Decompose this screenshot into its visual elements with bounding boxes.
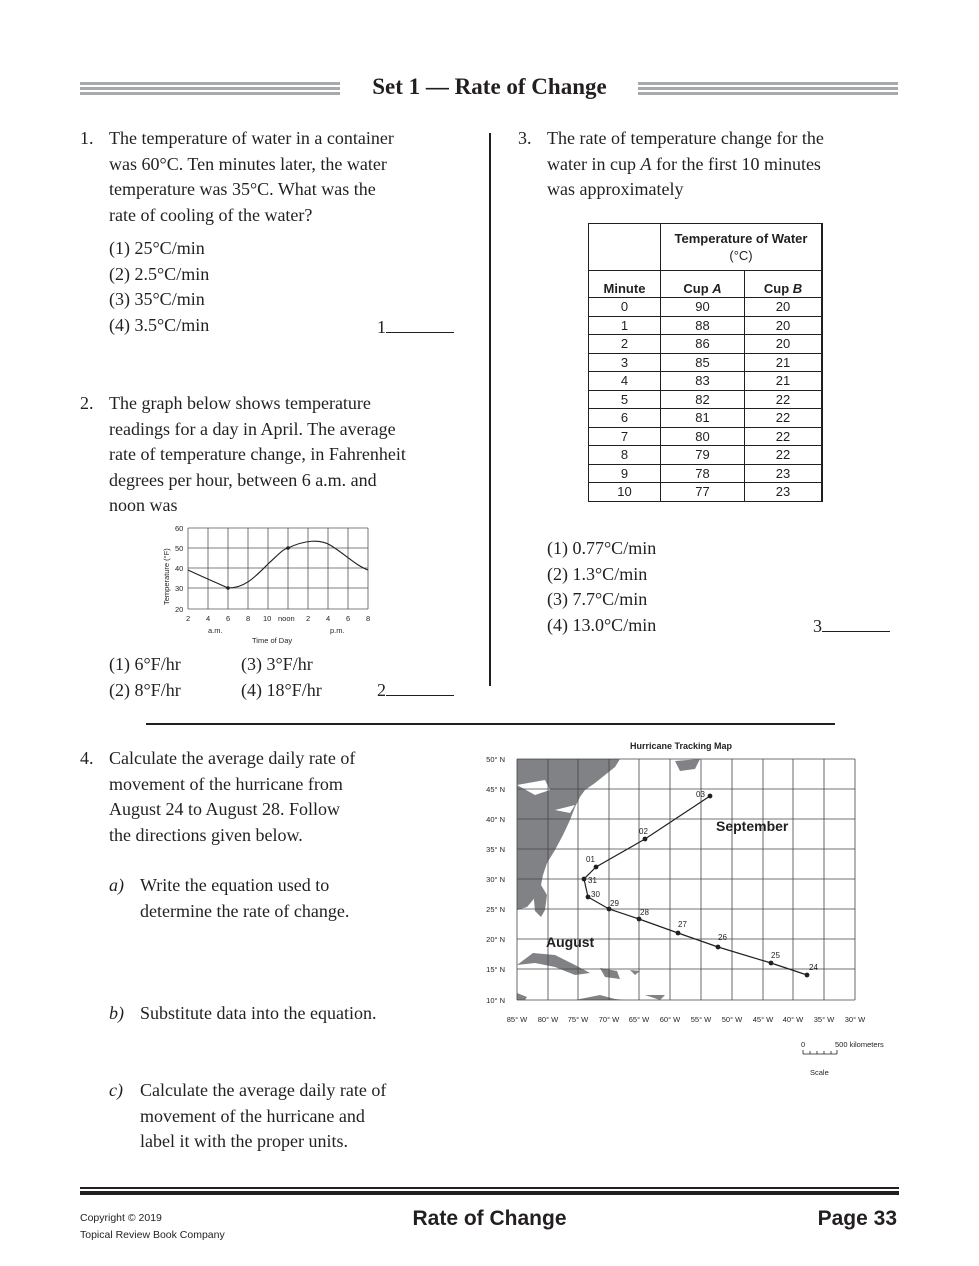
svg-text:Scale: Scale [810, 1068, 829, 1077]
svg-text:4: 4 [206, 614, 211, 623]
svg-text:2: 2 [186, 614, 191, 623]
svg-text:60: 60 [175, 524, 184, 533]
footer-rule [80, 1187, 899, 1189]
svg-text:25° N: 25° N [486, 905, 505, 914]
answer-blank-3[interactable] [813, 613, 890, 637]
text-line: the directions given below. [109, 824, 303, 845]
svg-text:40° W: 40° W [782, 1015, 804, 1024]
text-line: temperature was 35°C. What was the [109, 179, 376, 199]
table-cell: 20 [745, 335, 823, 354]
svg-text:31: 31 [588, 876, 597, 885]
temperature-graph [155, 522, 380, 647]
column-header: Cup A [661, 271, 745, 298]
svg-text:35° W: 35° W [813, 1015, 835, 1024]
group-header [661, 224, 823, 271]
table-row [589, 427, 823, 446]
table-row [589, 353, 823, 372]
svg-text:40: 40 [175, 564, 184, 573]
temperature-table [588, 223, 823, 502]
part-c [109, 1078, 449, 1155]
table-cell: 22 [745, 427, 823, 446]
table-cell: 9 [589, 464, 661, 483]
option-4[interactable]: (4) 13.0°C/min [547, 614, 657, 635]
table-row [589, 446, 823, 465]
text-line: was 60°C. Ten minutes later, the water [109, 153, 387, 174]
table-cell: 2 [589, 335, 661, 354]
svg-text:45° N: 45° N [486, 785, 505, 794]
table-row [589, 409, 823, 428]
part-b [109, 1001, 449, 1027]
svg-text:27: 27 [678, 920, 687, 929]
table-cell: 23 [745, 464, 823, 483]
option-1[interactable]: (1) 6°F/hr [109, 654, 181, 674]
svg-text:6: 6 [346, 614, 351, 623]
table-cell: 90 [661, 298, 745, 317]
map-title: Hurricane Tracking Map [629, 741, 733, 751]
text-line: Calculate the average daily rate of [140, 1080, 387, 1100]
svg-text:p.m.: p.m. [330, 626, 345, 635]
table-cell: 5 [589, 390, 661, 409]
text-line: readings for a day in April. The average [109, 418, 396, 439]
svg-text:80° W: 80° W [537, 1015, 559, 1024]
table-cell: 85 [661, 353, 745, 372]
table-cell: 80 [661, 427, 745, 446]
group-header-label: Temperature of Water [674, 231, 808, 246]
svg-text:8: 8 [246, 614, 251, 623]
page-number: Page 33 [817, 1207, 897, 1230]
svg-text:25: 25 [771, 951, 780, 960]
table-row [589, 483, 823, 502]
part-label: b) [109, 1003, 124, 1023]
text-line: was approximately [547, 179, 684, 199]
svg-text:85° W: 85° W [506, 1015, 528, 1024]
table-cell: 77 [661, 483, 745, 502]
text-line: water in cup A for the first 10 minutes [547, 153, 821, 174]
svg-text:24: 24 [809, 963, 818, 972]
text-line: The rate of temperature change for the [547, 128, 824, 148]
question-text [547, 126, 898, 203]
text-line: noon was [109, 495, 178, 515]
svg-text:28: 28 [640, 908, 649, 917]
option-3[interactable]: (3) 7.7°C/min [547, 589, 648, 609]
table-cell: 7 [589, 427, 661, 446]
svg-text:03: 03 [696, 790, 705, 799]
text-line: determine the rate of change. [140, 900, 350, 921]
svg-text:Temperature (°F): Temperature (°F) [162, 548, 171, 605]
question-3 [518, 126, 898, 203]
option-3[interactable]: (3) 35°C/min [109, 289, 205, 309]
table-cell: 4 [589, 372, 661, 391]
text-line: Write the equation used to [140, 875, 330, 895]
option-1[interactable]: (1) 25°C/min [109, 238, 205, 258]
option-2[interactable]: (2) 2.5°C/min [109, 263, 210, 284]
text-line: degrees per hour, between 6 a.m. and [109, 469, 377, 490]
table-cell: 83 [661, 372, 745, 391]
hurricane-tracking-map [475, 735, 900, 1080]
option-4[interactable]: (4) 3.5°C/min [109, 314, 210, 335]
table-cell: 10 [589, 483, 661, 502]
svg-text:20: 20 [175, 605, 184, 614]
svg-text:01: 01 [586, 855, 595, 864]
company-name: Topical Review Book Company [80, 1229, 225, 1241]
table-cell: 6 [589, 409, 661, 428]
svg-text:noon: noon [278, 614, 295, 623]
question-text [109, 391, 460, 519]
table-row [589, 390, 823, 409]
svg-text:65° W: 65° W [628, 1015, 650, 1024]
table-cell: 22 [745, 390, 823, 409]
svg-text:75° W: 75° W [567, 1015, 589, 1024]
table-cell: 81 [661, 409, 745, 428]
table-cell: 22 [745, 446, 823, 465]
text-line: movement of the hurricane and [140, 1105, 365, 1126]
table-corner [589, 224, 661, 271]
column-header: Minute [589, 271, 661, 298]
footer-title: Rate of Change [412, 1207, 567, 1230]
page-title: Set 1 — Rate of Change [372, 74, 607, 99]
svg-text:0: 0 [801, 1040, 806, 1049]
svg-text:29: 29 [610, 899, 619, 908]
option-2[interactable]: (2) 8°F/hr [109, 680, 181, 700]
table-cell: 82 [661, 390, 745, 409]
text-line: Calculate the average daily rate of [109, 748, 356, 768]
option-1[interactable]: (1) 0.77°C/min [547, 538, 657, 558]
part-label: c) [109, 1080, 123, 1100]
table-row [589, 298, 823, 317]
svg-text:26: 26 [718, 933, 727, 942]
answer-label: 1 [377, 317, 386, 337]
answer-label: 3 [813, 616, 822, 636]
answer-blank-1[interactable] [377, 314, 454, 338]
svg-text:45° W: 45° W [752, 1015, 774, 1024]
svg-text:02: 02 [639, 827, 648, 836]
table-cell: 1 [589, 316, 661, 335]
svg-text:6: 6 [226, 614, 231, 623]
svg-text:10: 10 [263, 614, 272, 623]
svg-text:50: 50 [175, 544, 184, 553]
table-row [589, 316, 823, 335]
table-cell: 21 [745, 353, 823, 372]
text-line: movement of the hurricane from [109, 773, 343, 794]
svg-text:20° N: 20° N [486, 935, 505, 944]
table-cell: 23 [745, 483, 823, 502]
svg-text:30: 30 [591, 890, 600, 899]
svg-text:30° N: 30° N [486, 875, 505, 884]
table-cell: 78 [661, 464, 745, 483]
svg-text:40° N: 40° N [486, 815, 505, 824]
svg-text:50° W: 50° W [721, 1015, 743, 1024]
svg-text:10° N: 10° N [486, 996, 505, 1005]
svg-text:500 kilometers: 500 kilometers [835, 1040, 884, 1049]
question-number: 4. [80, 748, 94, 768]
column-header: Cup B [745, 271, 823, 298]
svg-text:55° W: 55° W [690, 1015, 712, 1024]
section-divider [146, 723, 835, 725]
question-number: 2. [80, 393, 94, 413]
text-line: rate of cooling of the water? [109, 204, 313, 225]
svg-text:15° N: 15° N [486, 965, 505, 974]
table-cell: 0 [589, 298, 661, 317]
group-header-unit: (°C) [729, 248, 753, 263]
footer-rule [80, 1191, 899, 1195]
question-text [109, 126, 460, 228]
map-scale [801, 1040, 884, 1077]
table-row [589, 335, 823, 354]
text-line: The graph below shows temperature [109, 393, 371, 413]
text-line: label it with the proper units. [140, 1131, 348, 1151]
table-cell: 20 [745, 298, 823, 317]
text-line: August 24 to August 28. Follow [109, 799, 341, 819]
table-cell: 79 [661, 446, 745, 465]
svg-text:30: 30 [175, 584, 184, 593]
text-line: Substitute data into the equation. [140, 1003, 377, 1023]
question-number: 3. [518, 128, 532, 148]
table-cell: 88 [661, 316, 745, 335]
question-4 [80, 746, 460, 848]
part-a [109, 873, 449, 924]
svg-text:70° W: 70° W [598, 1015, 620, 1024]
svg-text:2: 2 [306, 614, 311, 623]
copyright-text: Copyright © 2019 [80, 1212, 162, 1224]
question-text [109, 746, 460, 848]
svg-text:50° N: 50° N [486, 755, 505, 764]
table-cell: 22 [745, 409, 823, 428]
svg-text:60° W: 60° W [659, 1015, 681, 1024]
svg-text:35° N: 35° N [486, 845, 505, 854]
map-label-august: August [546, 934, 595, 950]
question-2 [80, 391, 460, 519]
table-row [589, 372, 823, 391]
table-cell: 8 [589, 446, 661, 465]
question-number: 1. [80, 128, 94, 148]
answer-label: 2 [377, 680, 386, 700]
svg-text:Time of Day: Time of Day [252, 636, 293, 645]
table-row [589, 464, 823, 483]
map-label-september: September [716, 818, 789, 834]
option-3[interactable]: (3) 3°F/hr [241, 654, 313, 674]
svg-text:a.m.: a.m. [208, 626, 223, 635]
text-line: rate of temperature change, in Fahrenheit [109, 444, 406, 464]
table-cell: 3 [589, 353, 661, 372]
question-1 [80, 126, 460, 338]
svg-text:4: 4 [326, 614, 331, 623]
column-divider [489, 133, 491, 686]
part-label: a) [109, 875, 124, 895]
svg-text:8: 8 [366, 614, 371, 623]
answer-blank-2[interactable] [377, 677, 454, 701]
svg-text:30° W: 30° W [844, 1015, 866, 1024]
table-cell: 21 [745, 372, 823, 391]
option-4[interactable]: (4) 18°F/hr [241, 680, 322, 700]
table-cell: 86 [661, 335, 745, 354]
table-cell: 20 [745, 316, 823, 335]
option-2[interactable]: (2) 1.3°C/min [547, 563, 648, 584]
text-line: The temperature of water in a container [109, 128, 394, 148]
